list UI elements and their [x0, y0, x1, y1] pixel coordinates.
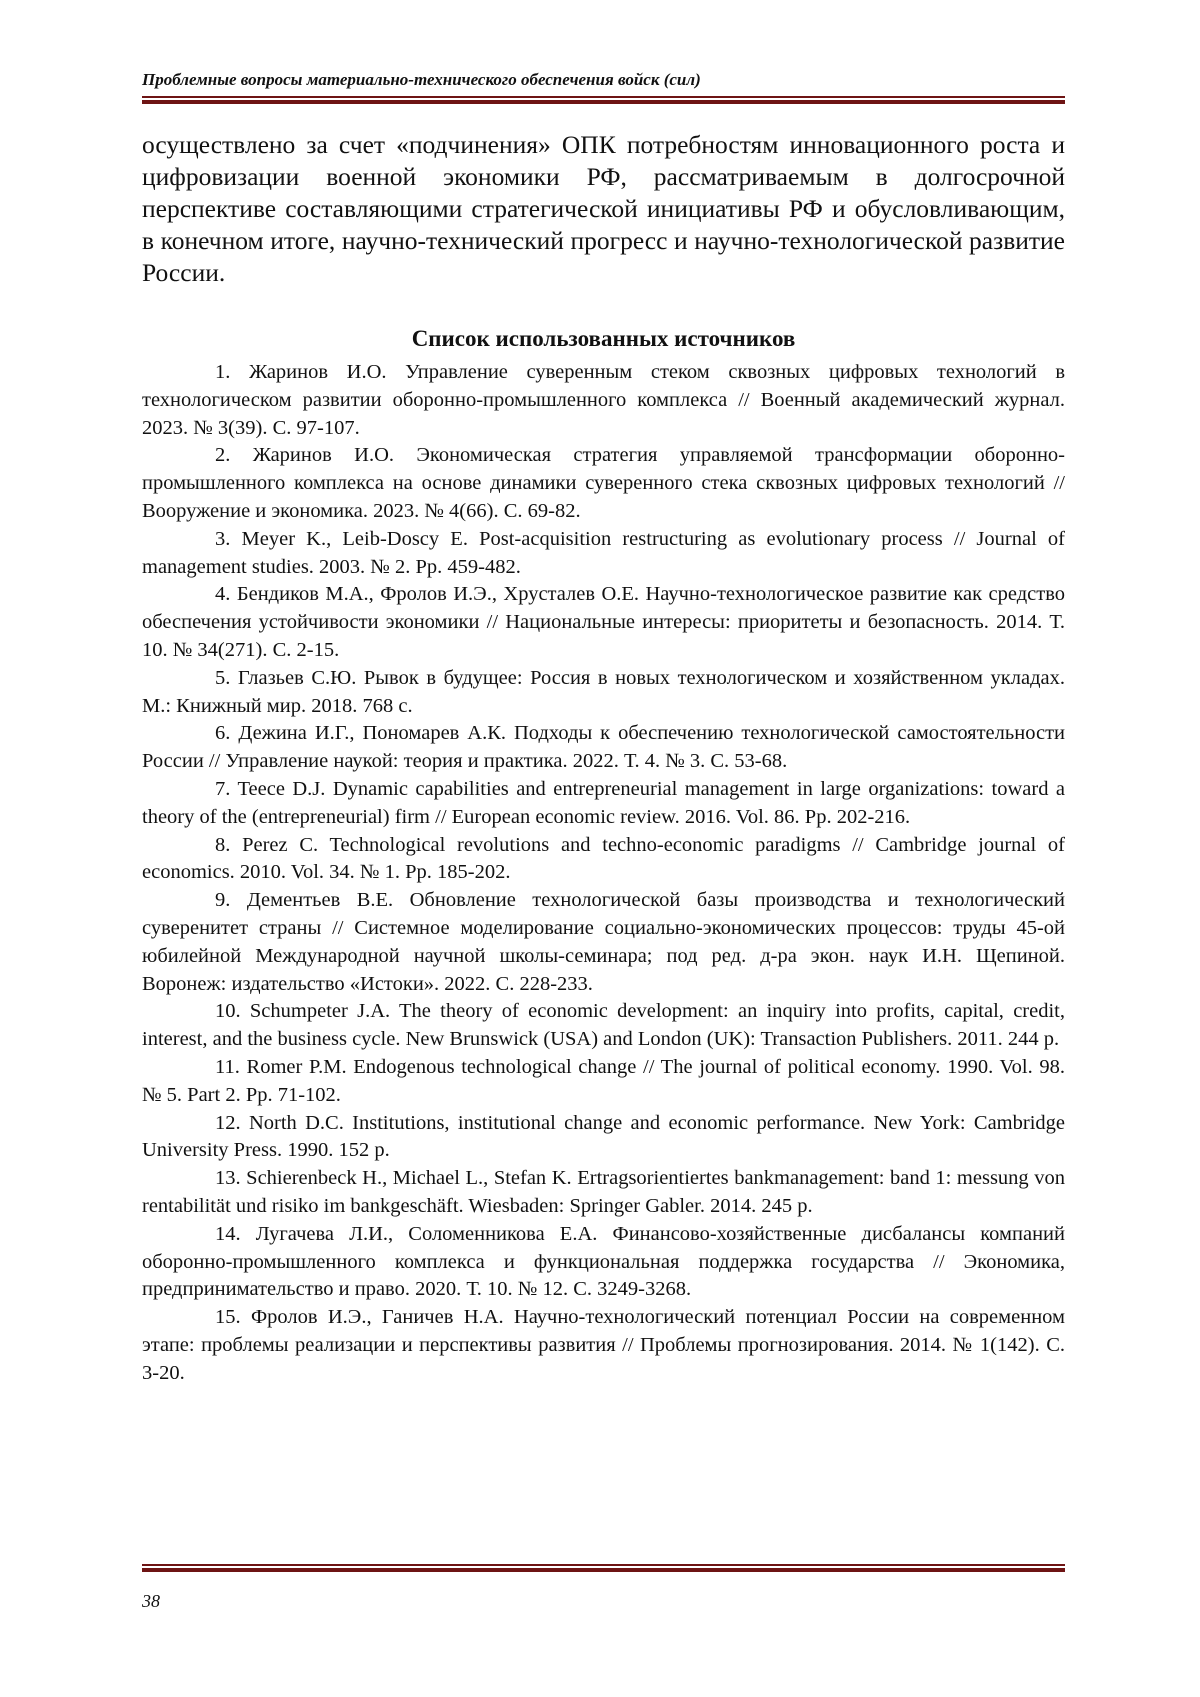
reference-item: 7. Teece D.J. Dynamic capabilities and entrepreneurial management in large organizations: toward a theory of the (entrepreneurial) firm // European economic review. 2016. Vol. 86. Pp. 202-216.: [142, 777, 1065, 828]
reference-item: 14. Лугачева Л.И., Соломенникова Е.А. Финансово-хозяйственные дисбалансы компаний оборонно-промышленного комплекса и функциональная поддержка государства // Экономика, предпринимательство и право. 2020. Т. 10. № 12. С. 3249-3268.: [142, 1222, 1065, 1301]
reference-item: 15. Фролов И.Э., Ганичев Н.А. Научно-технологический потенциал России на современном этапе: проблемы реализации и перспективы развития // Проблемы прогнозирования. 2014. № 1(142). С. 3-20.: [142, 1306, 1065, 1384]
reference-item: 1. Жаринов И.О. Управление суверенным стеком сквозных цифровых технологий в технологическом развитии оборонно-промышленного комплекса // Военный академический журнал. 2023. № 3(39). С. 97-107.: [142, 361, 1065, 439]
header-rule: [142, 96, 1065, 104]
reference-item: 10. Schumpeter J.A. The theory of economic development: an inquiry into profits, capital, credit, interest, and the business cycle. New Brunswick (USA) and London (UK): Transaction Publishers. 2011. 244 p.: [142, 1000, 1065, 1051]
reference-item: 8. Perez C. Technological revolutions and techno-economic paradigms // Cambridge journal of economics. 2010. Vol. 34. № 1. Pp. 185-202.: [142, 833, 1065, 884]
reference-item: 2. Жаринов И.О. Экономическая стратегия управляемой трансформации оборонно-промышленного комплекса на основе динамики суверенного стека сквозных цифровых технологий // Вооружение и экономика. 2023. № 4(66). С. 69-82.: [142, 444, 1065, 522]
page-number: 38: [142, 1591, 160, 1611]
reference-item: 4. Бендиков М.А., Фролов И.Э., Хрусталев О.Е. Научно-технологическое развитие как средство обеспечения устойчивости экономики // Национальные интересы: приоритеты и безопасность. 2014. Т. 10. № 34(271). С. 2-15.: [142, 583, 1065, 661]
reference-item: 13. Schierenbeck H., Michael L., Stefan K. Ertragsorientiertes bankmanagement: band 1: messung von rentabilität und risiko im bankgeschäft. Wiesbaden: Springer Gabler. 2014. 245 p.: [142, 1167, 1065, 1217]
references-list: [142, 359, 1065, 1387]
body-paragraph: осуществлено за счет «подчинения» ОПК потребностям инновационного роста и цифровизации военной экономики РФ, рассматриваемым в долгосрочной перспективе составляющими стратегической инициативы РФ и обусловливающим, в конечном итоге, научно-технический прогресс и научно-технологической развитие России.: [142, 130, 1065, 287]
reference-item: 5. Глазьев С.Ю. Рывок в будущее: Россия в новых технологическом и хозяйственном укладах. М.: Книжный мир. 2018. 768 с.: [142, 666, 1065, 717]
reference-item: 3. Meyer K., Leib-Doscy E. Post-acquisition restructuring as evolutionary process // Journal of management studies. 2003. № 2. Pp. 459-482.: [142, 527, 1065, 578]
reference-item: 9. Дементьев В.Е. Обновление технологической базы производства и технологический суверенитет страны // Системное моделирование социально-экономических процессов: труды 45-ой юбилейной Международной научной школы-семинара; под ред. д-ра экон. наук И.Н. Щепиной. Воронеж: издательство «Истоки». 2022. С. 228-233.: [142, 889, 1065, 995]
reference-item: 6. Дежина И.Г., Пономарев А.К. Подходы к обеспечению технологической самостоятельности России // Управление наукой: теория и практика. 2022. Т. 4. № 3. С. 53-68.: [142, 722, 1065, 773]
reference-item: 11. Romer P.M. Endogenous technological change // The journal of political economy. 1990. Vol. 98. № 5. Part 2. Pp. 71-102.: [142, 1055, 1065, 1106]
reference-item: 12. North D.C. Institutions, institutional change and economic performance. New York: Cambridge University Press. 1990. 152 p.: [142, 1111, 1065, 1162]
references-heading: Список использованных источников: [411, 326, 796, 351]
running-header-title: Проблемные вопросы материально-технического обеспечения войск (сил): [142, 70, 701, 89]
footer-rule: [142, 1564, 1065, 1572]
